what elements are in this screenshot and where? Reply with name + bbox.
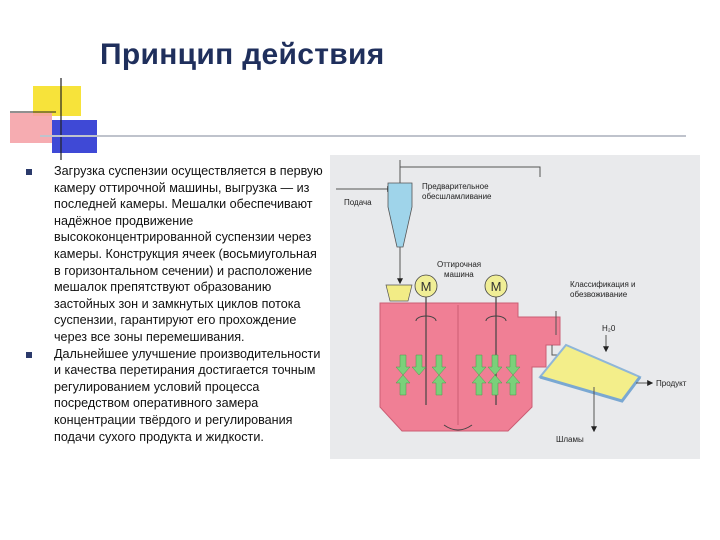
water-label: H₂0 — [602, 324, 616, 333]
cyclone — [388, 183, 412, 247]
process-diagram-svg — [330, 155, 700, 459]
overflow-line — [400, 167, 540, 177]
classification-label-2: обезвоживание — [570, 290, 628, 299]
bullet-item — [26, 163, 326, 346]
motor-left — [415, 275, 437, 297]
scrubber-label-2: машина — [444, 270, 474, 279]
feed-hopper — [386, 285, 412, 301]
motor-right — [485, 275, 507, 297]
feed-label: Подача — [344, 198, 372, 207]
predesliming-label-2: обесшламливание — [422, 192, 492, 201]
pink-block — [10, 113, 52, 143]
yellow-block — [33, 86, 81, 116]
product-label: Продукт — [656, 379, 687, 388]
bullet-list — [26, 163, 326, 445]
bullet-text: Загрузка суспензии осуществляется в первую камеру оттирочной машины, выгрузка — из последней камеры. Мешалки обеспечивают надёжное продвижение высококонцентрированной суспензии через камеры. Конструкция ячеек (восьмиугольная в горизонтальном сечении) и расположение мешалок препятствуют образованию застойных зон и замкнутых циклов потока суспензии, гарантируют его прохождение через все зоны перемешивания. — [54, 164, 323, 344]
scrubber-label-1: Оттирочная — [437, 260, 482, 269]
slide-title: Принцип действия — [100, 38, 385, 71]
bullet-text: Дальнейшее улучшение производительности и качества перетирания достигается точным регулированием условий процесса посредством оперативного замера концентрации твёрдого и регулирования подачи сухого продукта и жидкости. — [54, 346, 321, 444]
blue-block — [52, 120, 97, 153]
bullet-marker — [26, 169, 32, 175]
motor-letter: M — [490, 279, 502, 294]
decorative-corner-graphic — [0, 0, 720, 170]
bullet-item — [26, 346, 326, 446]
slimes-label: Шламы — [556, 435, 584, 444]
bullet-marker — [26, 352, 32, 358]
classification-label-1: Классификация и — [570, 280, 636, 289]
motor-letter: M — [420, 279, 432, 294]
process-diagram — [330, 155, 700, 459]
predesliming-label-1: Предварительное — [422, 182, 489, 191]
